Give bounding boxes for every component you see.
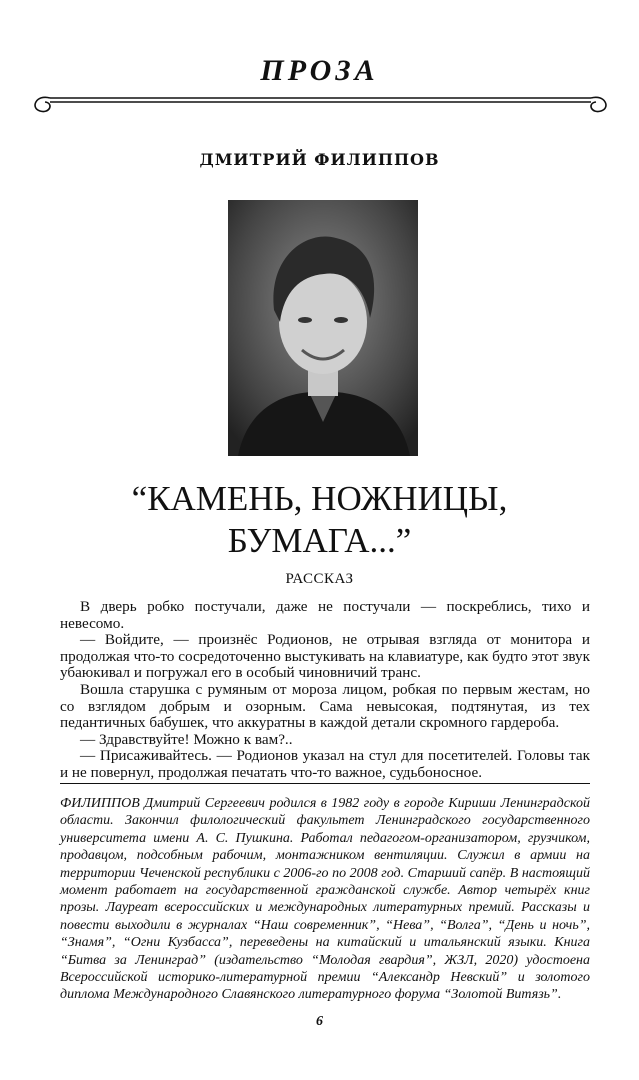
section-title: ПРОЗА [260,54,379,87]
story-title [0,478,639,562]
ornamental-divider [28,88,613,118]
paragraph: Вошла старушка с румяным от мороза лицом, робкая по первым жестам, но со взглядом добрым и озорным. Сама невысокая, подтянутая, из тех педантичных бабушек, что аккуратны в каждой детали скромного гардероба. [60,680,590,732]
story-body [60,599,590,782]
paragraph: В дверь робко постучали, даже не постучали — поскреблись, тихо и невесомо. [60,598,590,632]
paragraph: — Здравствуйте! Можно к вам?.. [80,730,293,748]
paragraph: — Войдите, — произнёс Родионов, не отрывая взгляда от монитора и продолжая что-то сосредоточенно выстукивать на клавиатуре, как будто этот звук убаюкивал и погружал его в особый чиновничий транс. [60,631,590,682]
author-name: ДМИТРИЙ ФИЛИППОВ [199,150,440,169]
author-photo [228,200,418,456]
paragraph: — Присаживайтесь. — Родионов указал на стул для посетителей. Головы так и не повернул, продолжая печатать что-то важное, судьбоносное. [60,747,590,781]
story-title-line-1: “КАМЕНЬ, НОЖНИЦЫ, [131,479,508,518]
footnote-rule [60,783,590,784]
author-bio: ФИЛИППОВ Дмитрий Сергеевич родился в 1982 году в городе Кириши Ленинградской области. Закончил филологический факультет Ленинградского государственного университета имени А. С. Пушкина. Работал педагогом-организатором, грузчиком, продавцом, подсобным рабочим, монтажником вентиляции. Служил в армии на территории Чеченской республики с 2006-го по 2008 год. Старший сапёр. В настоящий момент работает на государственной гражданской службе. Автор четырёх книг прозы. Лауреат всероссийских и международных литературных премий. Рассказы и повести выходили в журналах “Наш современник”, “Нева”, “Волга”, “День и ночь”, “Знамя”, “Огни Кузбасса”, переведены на китайский и итальянский языки. Книга “Битва за Ленинград” (издательство “Молодая гвардия”, ЖЗЛ, 2020) удостоена Всероссийской историко-литературной премии “Александр Невский” и золотого диплома Международного Славянского литературного форума “Золотой Витязь”. [60,796,590,1003]
story-genre: РАССКАЗ [285,571,354,587]
story-title-line-2: БУМАГА...” [227,521,412,560]
page-number: 6 [316,1014,323,1029]
